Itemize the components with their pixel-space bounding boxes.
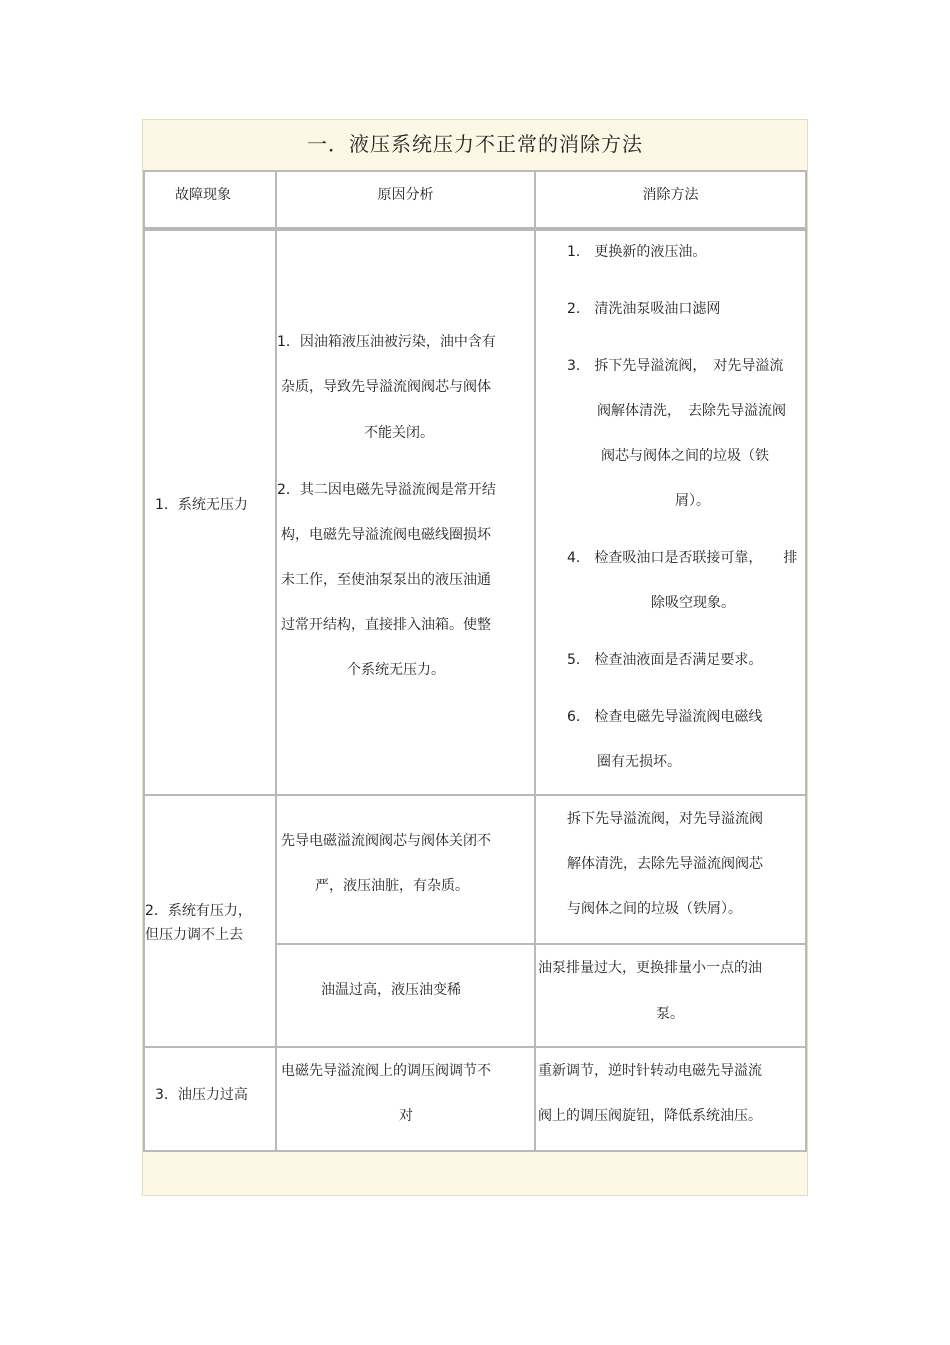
row3-remedy-line: 重新调节，逆时针转动电磁先导溢流 (538, 1063, 762, 1079)
row1-remedy-item: 1. 更换新的液压油。 (567, 244, 707, 260)
row1-remedy-item: 圈有无损坏。 (597, 754, 681, 770)
row2-remedy-b-line: 油泵排量过大，更换排量小一点的油 (538, 960, 762, 976)
header-cause-label: 原因分析 (377, 187, 434, 203)
page-title: 一．液压系统压力不正常的消除方法 (307, 132, 643, 156)
row1-remedy-item: 2. 清洗油泵吸油口滤网 (567, 301, 721, 317)
row2-symptom-line: 但压力调不上去 (145, 927, 243, 943)
row1-remedy-item: 6. 检查电磁先导溢流阀电磁线 (567, 709, 763, 725)
row2-remedy-b-line: 泵。 (656, 1006, 684, 1022)
row1-remedy-item: 屑）。 (675, 493, 710, 509)
row1-cause-line: 个系统无压力。 (347, 662, 445, 678)
row1-remedy-item: 阀解体清洗， 去除先导溢流阀 (597, 403, 786, 419)
row1-cause-line: 构，电磁先导溢流阀电磁线圈损坏 (281, 527, 491, 543)
row3-symptom: 3．油压力过高 (155, 1087, 248, 1103)
row1-cause-line: 杂质，导致先导溢流阀阀芯与阀体 (281, 379, 491, 395)
row2-cause-a-line: 严，液压油脏，有杂质。 (315, 878, 469, 894)
row3-symptom-cell (143, 1046, 277, 1152)
header-symptom (143, 170, 277, 229)
header-symptom-label: 故障现象 (175, 187, 231, 203)
row1-remedy-item: 5. 检查油液面是否满足要求。 (567, 652, 763, 668)
header-remedy-label: 消除方法 (642, 187, 699, 203)
row2-remedy-a-line: 与阀体之间的垃圾（铁屑）。 (567, 901, 742, 917)
row2-remedy-a-line: 拆下先导溢流阀，对先导溢流阀 (567, 811, 763, 827)
row3-remedy-line: 阀上的调压阀旋钮，降低系统油压。 (538, 1108, 762, 1124)
row1-cause-line: 过常开结构，直接排入油箱。使整 (281, 617, 491, 633)
row1-cause-line: 1．因油箱液压油被污染，油中含有 (277, 334, 496, 350)
row2-remedy-b-cell (534, 943, 807, 1048)
row1-cause-line: 2．其二因电磁先导溢流阀是常开结 (277, 482, 496, 498)
row2-cause-a-cell (275, 794, 536, 945)
row3-cause-line: 电磁先导溢流阀上的调压阀调节不 (281, 1063, 491, 1079)
row2-symptom-line: 2．系统有压力， (145, 903, 252, 919)
row3-cause-line: 对 (399, 1108, 413, 1124)
row1-remedy-item: 阀芯与阀体之间的垃圾（铁 (601, 448, 769, 464)
row2-symptom-cell (143, 794, 277, 1048)
row3-remedy-cell (534, 1046, 807, 1152)
row2-remedy-a-line: 解体清洗，去除先导溢流阀阀芯 (567, 856, 763, 872)
row3-cause-cell (275, 1046, 536, 1152)
row1-cause-line: 未工作，至使油泵泵出的液压油通 (281, 572, 491, 588)
row1-cause-cell (275, 229, 536, 796)
row1-symptom: 1．系统无压力 (155, 497, 248, 513)
row2-cause-b-cell (275, 943, 536, 1048)
row1-symptom-cell (143, 229, 277, 796)
header-remedy (534, 170, 807, 229)
row1-remedy-item: 4. 检查吸油口是否联接可靠， 排 (567, 550, 798, 566)
header-cause (275, 170, 536, 229)
row1-remedy-item: 除吸空现象。 (651, 595, 735, 611)
row2-cause-a-line: 先导电磁溢流阀阀芯与阀体关闭不 (281, 833, 491, 849)
row2-cause-b: 油温过高，液压油变稀 (321, 982, 461, 998)
row1-cause-line: 不能关闭。 (364, 425, 434, 441)
row1-remedy-cell (534, 229, 807, 796)
row1-remedy-item: 3. 拆下先导溢流阀， 对先导溢流 (567, 358, 784, 374)
row2-remedy-a-cell (534, 794, 807, 945)
